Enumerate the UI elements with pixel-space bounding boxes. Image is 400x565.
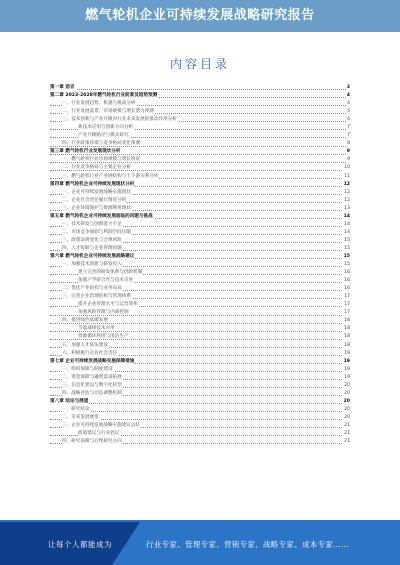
toc-entry-page: 6	[346, 116, 350, 124]
toc-entry[interactable]	[50, 173, 350, 181]
toc-entry[interactable]	[50, 374, 350, 382]
toc-entry[interactable]	[50, 398, 350, 406]
toc-entry-text: 一、燃气轮机行业市场规模与增长情况	[62, 157, 141, 163]
toc-entry-page: 9	[346, 156, 350, 164]
toc-entry-page: 17	[343, 309, 350, 317]
toc-entry-text: 三、完善企业治理结构与管理体系	[62, 294, 131, 300]
toc-entry-page: 12	[343, 181, 350, 189]
toc-entry-page: 13	[343, 205, 350, 213]
toc-entry[interactable]	[50, 164, 350, 172]
toc-entry-page: 20	[343, 390, 350, 398]
toc-entry[interactable]	[50, 245, 350, 253]
toc-entry-text: 产业升级路径与模式研究	[78, 133, 129, 139]
toc-entry-page: 9	[346, 148, 350, 156]
toc-entry-text: 政策建议与行业倡议	[78, 431, 120, 437]
toc-entry[interactable]	[50, 116, 350, 124]
toc-entry-page: 15	[343, 253, 350, 261]
toc-entry[interactable]	[50, 221, 350, 229]
toc-entry-page: 19	[343, 350, 350, 358]
toc-entry-text: 一、行业发展趋势、机遇与挑战分析	[62, 101, 136, 107]
toc-entry-page: 16	[343, 269, 350, 277]
toc-entry-page: 10	[343, 164, 350, 172]
table-of-contents	[50, 84, 350, 446]
toc-entry[interactable]	[50, 350, 350, 358]
toc-entry-page: 3	[346, 84, 350, 92]
toc-entry-text: 四、战略评估与动态调整机制	[62, 390, 122, 396]
toc-entry-page: 7	[346, 124, 350, 132]
toc-entry[interactable]	[50, 342, 350, 350]
toc-entry-page: 14	[343, 213, 350, 221]
toc-entry-text: 一、组织保障与制度建设	[62, 366, 113, 372]
toc-entry-text: 建立完善的研发体系与创新机制	[78, 270, 143, 276]
toc-entry-text: 五、加强人才队伍建设	[62, 342, 108, 348]
toc-entry-page: 19	[343, 358, 350, 366]
toc-entry[interactable]	[50, 309, 350, 317]
toc-entry-text: 第六章 燃气轮机企业可持续发展战略建议	[50, 253, 135, 259]
toc-entry[interactable]	[50, 148, 350, 156]
toc-entry[interactable]	[50, 189, 350, 197]
toc-entry-text: 三、企业可持续发展战略实施建议总结	[62, 422, 141, 428]
toc-entry-text: 六、积极履行企业社会责任	[62, 350, 118, 356]
toc-entry[interactable]	[50, 108, 350, 116]
toc-entry-page: 17	[343, 293, 350, 301]
toc-entry-page: 15	[343, 245, 350, 253]
toc-entry-page: 18	[343, 333, 350, 341]
toc-entry-page: 4	[346, 92, 350, 100]
toc-entry-text: 加强产学研合作与技术引进	[78, 278, 134, 284]
toc-entry-text: 二、优化产业结构与业务布局	[62, 286, 122, 292]
toc-entry-page: 18	[343, 325, 350, 333]
toc-entry[interactable]	[50, 181, 350, 189]
toc-entry-text: 四、人才短缺与企业管理问题	[62, 245, 122, 251]
footer-slogan: 让每个人都能成为	[48, 540, 112, 549]
toc-entry-text: 新技术应用与创新方向分析	[78, 125, 134, 131]
toc-entry[interactable]	[50, 366, 350, 374]
toc-entry-page: 15	[343, 237, 350, 245]
toc-entry[interactable]	[50, 197, 350, 205]
toc-entry-text: 二、市场竞争加剧与利润空间压缩	[62, 229, 131, 235]
toc-entry[interactable]	[50, 285, 350, 293]
toc-entry-page: 12	[343, 197, 350, 205]
toc-entry-text: 一、研究结论	[62, 406, 90, 412]
toc-entry[interactable]	[50, 132, 350, 140]
toc-entry-page: 18	[343, 317, 350, 325]
toc-entry-page: 21	[343, 430, 350, 438]
toc-entry[interactable]	[50, 293, 350, 301]
toc-entry-text: 第一章 前言	[50, 85, 75, 90]
toc-entry[interactable]	[50, 333, 350, 341]
toc-entry-text: 第七章 企业可持续发展战略实施保障措施	[50, 358, 135, 364]
toc-entry-text: 三、政策法规变化与合规风险	[62, 237, 122, 243]
toc-entry[interactable]	[50, 92, 350, 100]
toc-entry-page: 14	[343, 229, 350, 237]
toc-entry-text: 第四章 燃气轮机企业可持续发展现状分析	[50, 181, 135, 187]
toc-entry-page: 20	[343, 382, 350, 390]
toc-entry-text: 三、技术创新与产业升级对行业未来发展的推动作用分析	[62, 117, 177, 123]
toc-entry-page: 14	[343, 221, 350, 229]
toc-entry-page: 19	[343, 374, 350, 382]
toc-entry[interactable]	[50, 237, 350, 245]
toc-entry-page: 7	[346, 132, 350, 140]
toc-entry[interactable]	[50, 269, 350, 277]
toc-entry-text: 提升企业管理水平与运营效率	[78, 302, 138, 308]
toc-entry-page: 16	[343, 285, 350, 293]
toc-entry[interactable]	[50, 205, 350, 213]
toc-entry-page: 18	[343, 342, 350, 350]
toc-entry[interactable]	[50, 253, 350, 261]
toc-entry-text: 一、加强技术创新与研发投入	[62, 262, 122, 268]
toc-entry-page: 21	[343, 422, 350, 430]
toc-entry[interactable]	[50, 124, 350, 132]
toc-entry-page: 16	[343, 277, 350, 285]
toc-entry-page: 8	[346, 140, 350, 148]
toc-entry-text: 四、行业政策环境与竞争格局变化预测	[62, 141, 141, 147]
toc-entry-text: 三、企业环境保护与资源利用现状	[62, 205, 131, 211]
toc-entry[interactable]	[50, 406, 350, 414]
toc-entry[interactable]	[50, 261, 350, 269]
toc-entry-page: 20	[343, 398, 350, 406]
toc-entry-text: 二、行业竞争格局与主要企业分析	[62, 165, 131, 171]
toc-entry-text: 第二章 2023-2028年燃气轮机行业前景及趋势预测	[50, 93, 158, 99]
toc-entry-page: 5	[346, 108, 350, 116]
toc-entry-text: 一、技术研发与创新能力不足	[62, 221, 122, 227]
toc-entry[interactable]	[50, 301, 350, 309]
footer-roles: 行业专家、管理专家、营销专家、战略专家、成本专家……	[146, 540, 349, 549]
toc-entry[interactable]	[50, 422, 350, 430]
toc-entry-page: 11	[343, 173, 350, 181]
toc-entry-text: 第五章 燃气轮机企业可持续发展面临的问题与挑战	[50, 213, 153, 219]
toc-entry-page: 20	[343, 406, 350, 414]
toc-entry-text: 第三章 燃气轮机行业发展现状分析	[50, 149, 121, 155]
toc-entry[interactable]	[50, 325, 350, 333]
toc-entry-text: 三、燃气轮机行业产业链结构与上下游关系分析	[62, 173, 159, 179]
toc-entry-text: 二、资金保障与融资渠道拓展	[62, 374, 122, 380]
toc-entry-text: 加强风险管理与内部控制	[78, 310, 129, 316]
toc-entry-text: 节能减排技术应用	[78, 326, 115, 332]
toc-entry-page: 17	[343, 301, 350, 309]
toc-entry[interactable]	[50, 390, 350, 398]
toc-entry[interactable]	[50, 430, 350, 438]
toc-entry[interactable]	[50, 100, 350, 108]
toc-entry-text: 四、研究局限与后续研究方向	[62, 439, 122, 445]
toc-entry[interactable]	[50, 213, 350, 221]
toc-entry-page: 20	[343, 414, 350, 422]
toc-entry[interactable]	[50, 140, 350, 148]
toc-entry-text: 三、信息化建设与数字化转型	[62, 382, 122, 388]
toc-entry-text: 一、企业可持续发展战略实施现状	[62, 189, 131, 195]
toc-entry[interactable]	[50, 438, 350, 446]
toc-entry-text: 二、未来发展展望	[62, 414, 99, 420]
toc-entry[interactable]	[50, 358, 350, 366]
toc-entry-page: 4	[346, 100, 350, 108]
toc-entry-page: 15	[343, 261, 350, 269]
toc-title: 内容目录	[169, 57, 230, 71]
report-title: 燃气轮机企业可持续发展战略研究报告	[85, 8, 315, 23]
toc-entry-text: 第八章 结论与展望	[50, 398, 89, 404]
toc-entry[interactable]	[50, 317, 350, 325]
toc-entry[interactable]	[50, 229, 350, 237]
toc-entry[interactable]	[50, 84, 350, 92]
toc-entry[interactable]	[50, 414, 350, 422]
toc-entry-text: 二、企业社会责任履行情况分析	[62, 197, 127, 203]
toc-entry[interactable]	[50, 382, 350, 390]
toc-entry-page: 21	[343, 438, 350, 446]
toc-entry-text: 资源循环利用与清洁生产	[78, 334, 129, 340]
toc-entry[interactable]	[50, 156, 350, 164]
toc-entry[interactable]	[50, 277, 350, 285]
toc-entry-text: 四、推进绿色低碳发展	[62, 318, 108, 324]
toc-entry-text: 二、行业发展前景、市场规模与增长潜力预测	[62, 109, 154, 115]
toc-entry-page: 12	[343, 189, 350, 197]
toc-entry-page: 19	[343, 366, 350, 374]
